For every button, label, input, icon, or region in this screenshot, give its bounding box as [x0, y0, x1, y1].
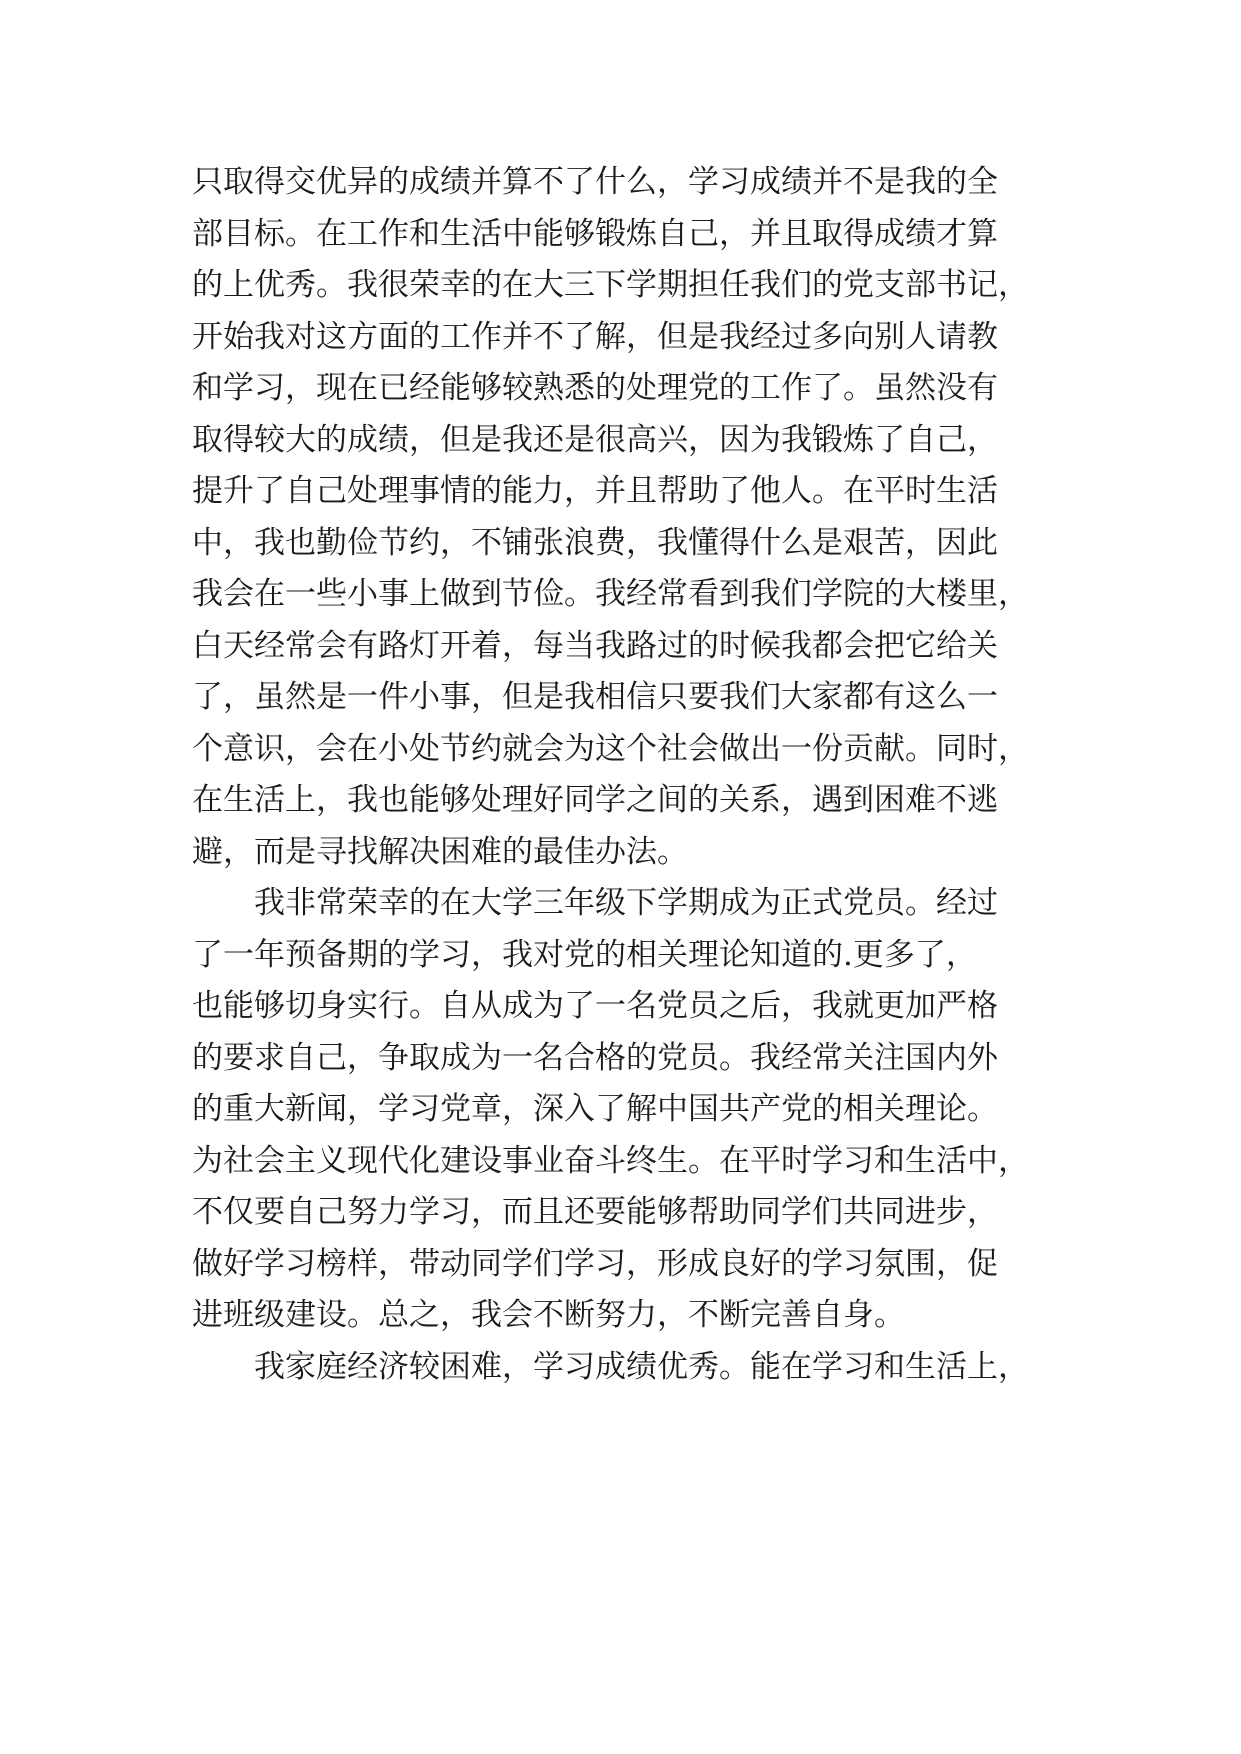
text-line: 的上优秀。我很荣幸的在大三下学期担任我们的党支部书记， — [192, 267, 1029, 303]
text-line: 只取得交优异的成绩并算不了什么，学习成绩并不是我的全 — [192, 164, 998, 200]
text-line: 了一年预备期的学习，我对党的相关理论知道的.更多了， — [192, 936, 977, 973]
text-line: 提升了自己处理事情的能力，并且帮助了他人。在平时生活 — [192, 473, 998, 509]
paragraph-start-line: 我家庭经济较困难，学习成绩优秀。能在学习和生活上， — [254, 1348, 1029, 1385]
text-line: 和学习，现在已经能够较熟悉的处理党的工作了。虽然没有 — [192, 370, 998, 406]
text-line: 取得较大的成绩，但是我还是很高兴，因为我锻炼了自己， — [192, 421, 998, 458]
text-line: 了，虽然是一件小事，但是我相信只要我们大家都有这么一 — [192, 679, 998, 715]
text-line: 开始我对这方面的工作并不了解，但是我经过多向别人请教 — [192, 318, 998, 355]
text-line: 进班级建设。总之，我会不断努力，不断完善自身。 — [192, 1297, 905, 1333]
text-line: 中，我也勤俭节约，不铺张浪费，我懂得什么是艰苦，因此 — [192, 524, 998, 561]
text-line: 的要求自己，争取成为一名合格的党员。我经常关注国内外 — [192, 1039, 998, 1076]
text-line: 也能够切身实行。自从成为了一名党员之后，我就更加严格 — [192, 988, 998, 1024]
text-line: 做好学习榜样，带动同学们学习，形成良好的学习氛围，促 — [192, 1245, 998, 1282]
body-text — [192, 157, 1092, 1393]
text-line: 避，而是寻找解决困难的最佳办法。 — [192, 833, 688, 870]
text-line: 不仅要自己努力学习，而且还要能够帮助同学们共同进步， — [192, 1194, 998, 1230]
text-line: 个意识，会在小处节约就会为这个社会做出一份贡献。同时， — [192, 730, 1029, 767]
text-line: 部目标。在工作和生活中能够锻炼自己，并且取得成绩才算 — [192, 215, 998, 252]
paragraph-start-line: 我非常荣幸的在大学三年级下学期成为正式党员。经过 — [254, 885, 998, 921]
text-line: 为社会主义现代化建设事业奋斗终生。在平时学习和生活中， — [192, 1142, 1029, 1179]
text-line: 我会在一些小事上做到节俭。我经常看到我们学院的大楼里， — [192, 576, 1029, 612]
text-line: 在生活上，我也能够处理好同学之间的关系，遇到困难不逃 — [192, 782, 998, 818]
text-line: 的重大新闻，学习党章，深入了解中国共产党的相关理论。 — [192, 1091, 998, 1127]
text-line: 白天经常会有路灯开着，每当我路过的时候我都会把它给关 — [192, 627, 998, 664]
